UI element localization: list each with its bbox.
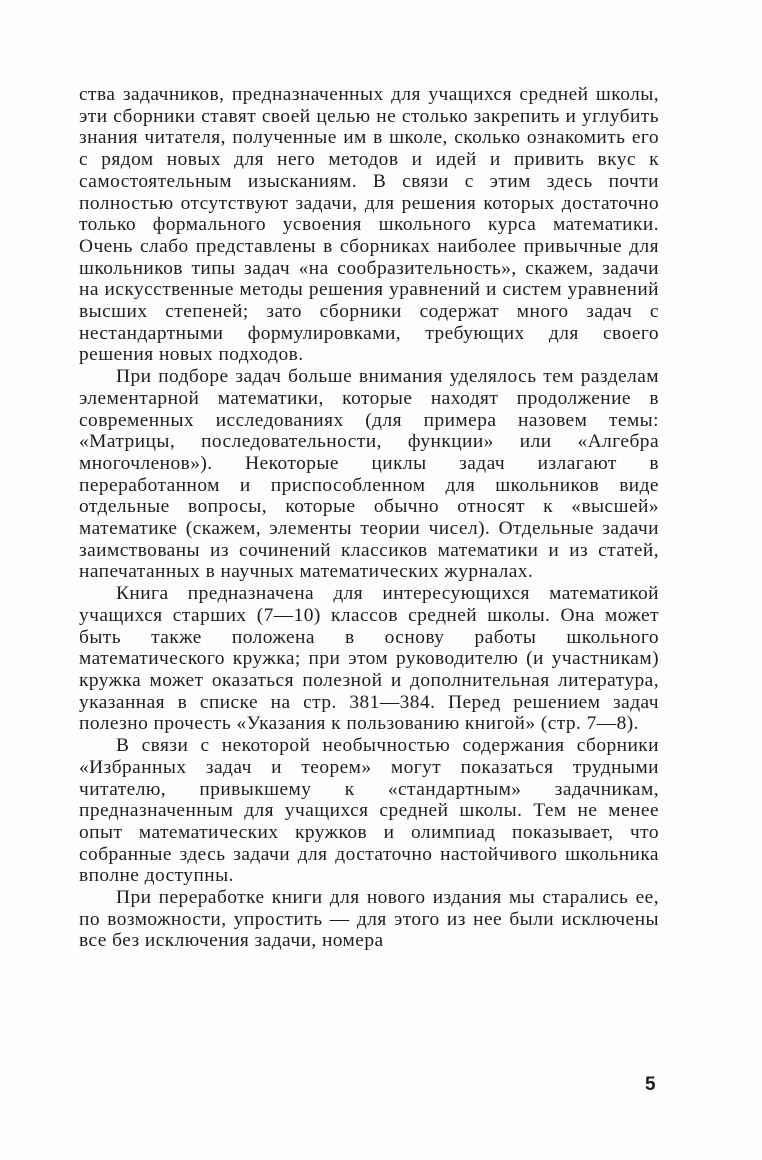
paragraph-3: Книга предназначена для интересующихся математикой учащихся старших (7—10) классов средней школы. Она может быть также положена в основу работы школьного математического кружка; при этом руководителю (и участникам) кружка может оказаться полезной и дополнительная литература, указанная в списке на стр. 381—384. Перед решением задач полезно прочесть «Указания к пользованию книгой» (стр. 7—8). xyxy=(79,583,659,735)
page-number: 5 xyxy=(645,1074,656,1095)
paragraph-5: При переработке книги для нового издания мы старались ее, по возможности, упростить — для этого из нее были исключены все без исключения задачи, номера xyxy=(79,887,659,952)
paragraph-4: В связи с некоторой необычностью содержания сборники «Избранных задач и теорем» могут показаться трудными читателю, привыкшему к «стандартным» задачникам, предназначенным для учащихся средней школы. Тем не менее опыт математических кружков и олимпиад показывает, что собранные здесь задачи для достаточно настойчивого школьника вполне доступны. xyxy=(79,735,659,887)
paragraph-2: При подборе задач больше внимания уделялось тем разделам элементарной математики, которые находят продолжение в современных исследованиях (для примера назовем темы: «Матрицы, последовательности, функции» или «Алгебра многочленов»). Некоторые циклы задач излагают в переработанном и приспособленном для школьников виде отдельные вопросы, которые обычно относят к «высшей» математике (скажем, элементы теории чисел). Отдельные задачи заимствованы из сочинений классиков математики и из статей, напечатанных в научных математических журналах. xyxy=(79,366,659,583)
body-text xyxy=(79,84,659,952)
paragraph-1: ства задачников, предназначенных для учащихся средней школы, эти сборники ставят своей целью не столько закрепить и углубить знания читателя, полученные им в школе, сколько ознакомить его с рядом новых для него методов и идей и привить вкус к самостоятельным изысканиям. В связи с этим здесь почти полностью отсутствуют задачи, для решения которых достаточно только формального усвоения школьного курса математики. Очень слабо представлены в сборниках наиболее привычные для школьников типы задач «на сообразительность», скажем, задачи на искусственные методы решения уравнений и систем уравнений высших степеней; зато сборники содержат много задач с нестандартными формулировками, требующих для своего решения новых подходов. xyxy=(79,84,659,366)
